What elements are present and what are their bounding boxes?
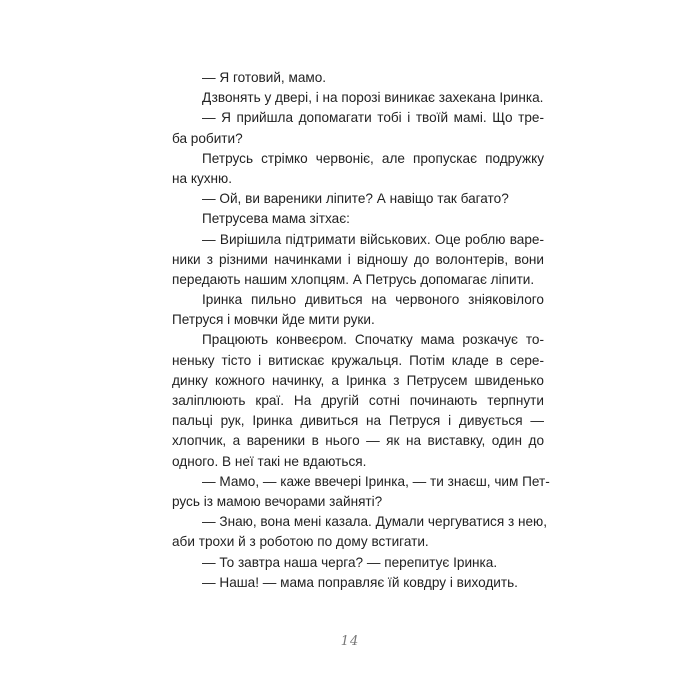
text-line: — То завтра наша черга? — перепитує Іринка.: [202, 554, 498, 570]
text-line: — Я прийшла допомагати тобі і твоїй мамі. Що тре-: [202, 110, 544, 126]
text-line: ба робити?: [172, 130, 243, 146]
text-line: пальці рук, Іринка дивиться на Петруся і дивується —: [172, 413, 544, 429]
text-line: Іринка пильно дивиться на червоного зніяковілого: [202, 292, 544, 308]
text-line: одного. В неї такі не вдаються.: [172, 453, 367, 469]
text-line: русь із мамою вечорами зайняті?: [172, 493, 383, 509]
text-line: — Наша! — мама поправляє їй ковдру і виходить.: [202, 574, 518, 590]
text-line: — Ой, ви вареники ліпите? А навіщо так багато?: [202, 191, 509, 207]
page-number: 14: [340, 634, 360, 649]
text-line: Петрусева мама зітхає:: [202, 211, 350, 227]
text-line: заліплюють краї. На другій сотні починають терпнути: [172, 393, 544, 408]
body-text: [172, 68, 550, 593]
text-line: хлопчик, а вареники в нього — як на виставку, один до: [172, 433, 544, 449]
text-line: Дзвонять у двері, і на порозі виникає захекана Іринка.: [202, 90, 544, 106]
text-line: неньку тісто і витискає кружальця. Потім кладе в сере-: [172, 352, 544, 368]
text-line: передають нашим хлопцям. А Петрусь допомагає ліпити.: [172, 271, 535, 287]
text-line: ники з різними начинками і відношу до волонтерів, вони: [172, 251, 544, 267]
text-line: на кухню.: [172, 170, 233, 186]
text-line: — Знаю, вона мені казала. Думали чергуватися з нею,: [202, 514, 548, 530]
text-line: аби трохи й з роботою по дому встигати.: [172, 534, 429, 550]
text-line: Працюють конвеєром. Спочатку мама розкачує то-: [202, 332, 544, 348]
text-line: — Я готовий, мамо.: [202, 70, 327, 85]
text-line: Петрусь стрімко червоніє, але пропускає подружку: [202, 150, 544, 166]
text-line: Петруся і мовчки йде мити руки.: [172, 312, 375, 328]
text-line: динку кожного начинку, а Іринка з Петрусем швиденько: [172, 372, 544, 388]
text-line: — Мамо, — каже ввечері Іринка, — ти знаєш, чим Пет-: [202, 473, 550, 489]
text-line: — Вирішила підтримати військових. Оце роблю варе-: [202, 231, 544, 247]
